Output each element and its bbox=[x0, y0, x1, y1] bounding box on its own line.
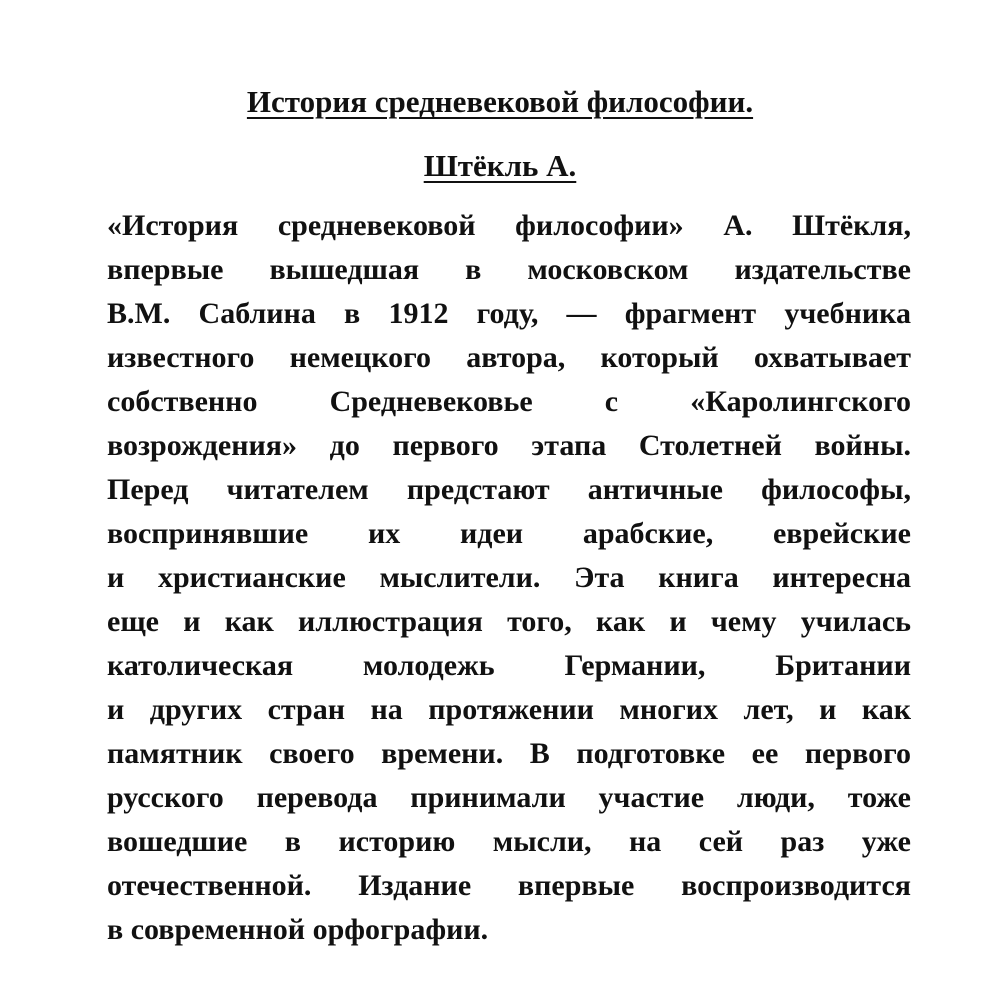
description-line: «История средневековой философии» А. Штёкля, bbox=[107, 209, 911, 242]
description-line: и христианские мыслители. Эта книга интересна bbox=[107, 561, 911, 594]
description-line: в современной орфографии. bbox=[107, 913, 489, 946]
book-title bbox=[0, 82, 1000, 122]
book-author-text: Штёкль А. bbox=[423, 148, 577, 183]
description-line: памятник своего времени. В подготовке ее первого bbox=[107, 737, 911, 770]
description-line: католическая молодежь Германии, Британии bbox=[107, 649, 911, 682]
book-description bbox=[107, 204, 911, 952]
book-author bbox=[0, 146, 1000, 186]
description-line: и других стран на протяжении многих лет, и как bbox=[107, 693, 911, 726]
description-line: впервые вышедшая в московском издательстве bbox=[107, 253, 911, 286]
description-line: собственно Средневековье с «Каролингского bbox=[107, 385, 911, 418]
description-line: русского перевода принимали участие люди, тоже bbox=[107, 781, 911, 814]
description-line: отечественной. Издание впервые воспроизводится bbox=[107, 869, 911, 902]
book-title-text: История средневековой философии. bbox=[246, 84, 754, 119]
description-line: возрождения» до первого этапа Столетней войны. bbox=[107, 429, 911, 462]
description-line: воспринявшие их идеи арабские, еврейские bbox=[107, 517, 911, 550]
description-line: вошедшие в историю мысли, на сей раз уже bbox=[107, 825, 911, 858]
description-line: еще и как иллюстрация того, как и чему училась bbox=[107, 605, 911, 638]
description-line: В.М. Саблина в 1912 году, — фрагмент учебника bbox=[107, 297, 911, 330]
description-line: известного немецкого автора, который охватывает bbox=[107, 341, 911, 374]
description-line: Перед читателем предстают античные философы, bbox=[107, 473, 911, 506]
